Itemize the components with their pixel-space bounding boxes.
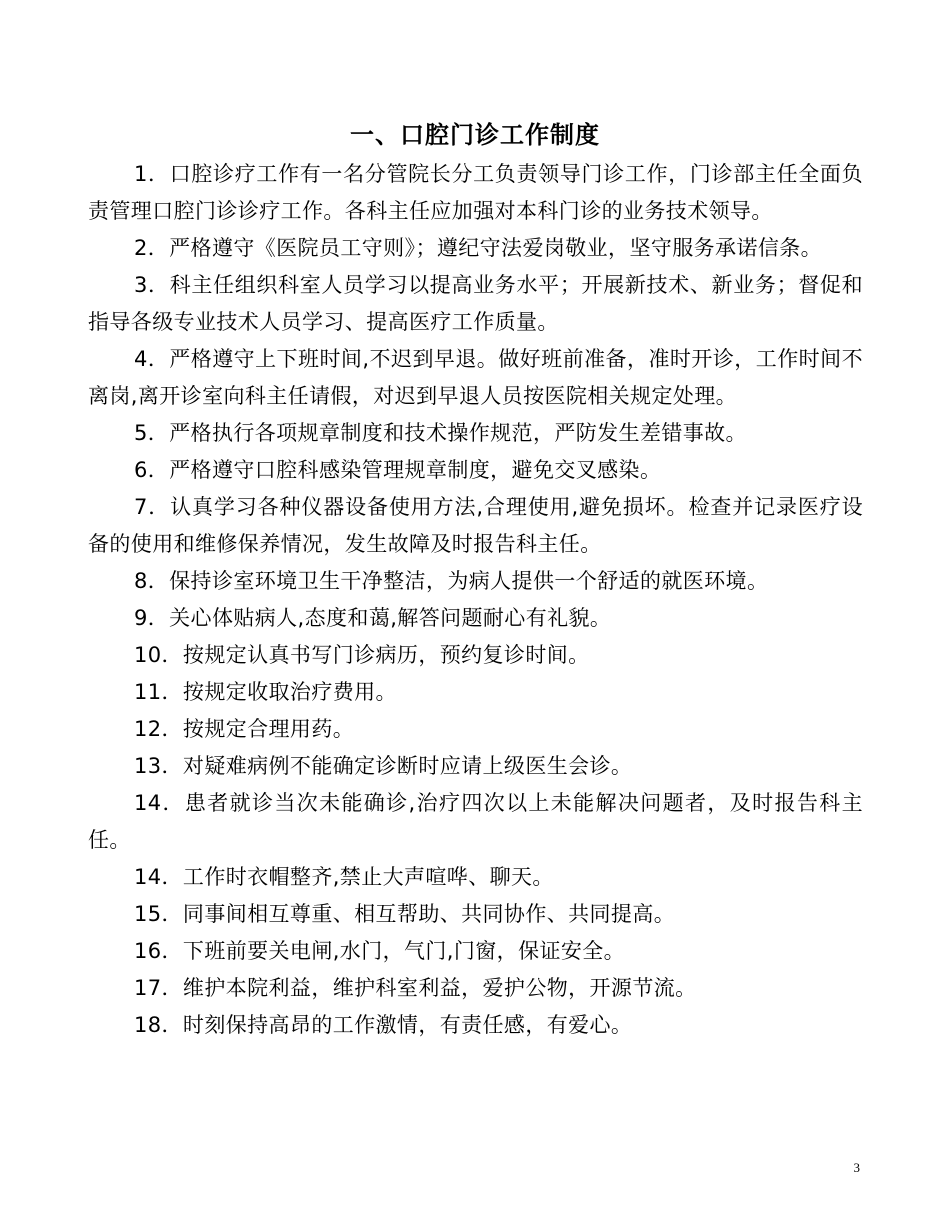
rule-paragraph-1: 1．口腔诊疗工作有一名分管院长分工负责领导门诊工作，门诊部主任全面负责管理口腔门诊诊疗工作。各科主任应加强对本科门诊的业务技术领导。: [88, 162, 863, 223]
rule-paragraph-16: 16．下班前要关电闸,水门，气门,门窗，保证安全。: [134, 939, 626, 963]
rule-paragraph-13: 13．对疑难病例不能确定诊断时应请上级医生会诊。: [134, 754, 633, 778]
rule-paragraph-14b: 14．工作时衣帽整齐,禁止大声喧哗、聊天。: [134, 865, 554, 889]
rule-paragraph-8: 8．保持诊室环境卫生干净整洁，为病人提供一个舒适的就医环境。: [134, 569, 769, 593]
rule-paragraph-18: 18．时刻保持高昂的工作激情，有责任感，有爱心。: [134, 1013, 633, 1037]
rule-paragraph-10: 10．按规定认真书写门诊病历，预约复诊时间。: [134, 643, 590, 667]
rule-paragraph-17: 17．维护本院利益，维护科室利益，爱护公物，开源节流。: [134, 976, 697, 1000]
rule-paragraph-12: 12．按规定合理用药。: [134, 717, 355, 741]
rule-paragraph-3: 3．科主任组织科室人员学习以提高业务水平；开展新技术、新业务；督促和指导各级专业技术人员学习、提高医疗工作质量。: [88, 273, 863, 334]
rule-paragraph-5: 5．严格执行各项规章制度和技术操作规范，严防发生差错事故。: [134, 421, 747, 445]
rule-paragraph-7: 7．认真学习各种仪器设备使用方法,合理使用,避免损坏。检查并记录医疗设备的使用和维修保养情况，发生故障及时报告科主任。: [88, 495, 863, 556]
rule-paragraph-14: 14．患者就诊当次未能确诊,治疗四次以上未能解决问题者，及时报告科主任。: [88, 791, 863, 852]
document-title: 一、口腔门诊工作制度: [350, 121, 600, 149]
page-number: 3: [853, 1160, 860, 1175]
rule-paragraph-2: 2．严格遵守《医院员工守则》；遵纪守法爱岗敬业，坚守服务承诺信条。: [134, 236, 823, 260]
rule-paragraph-4: 4．严格遵守上下班时间,不迟到早退。做好班前准备，准时开诊，工作时间不离岗,离开诊室向科主任请假，对迟到早退人员按医院相关规定处理。: [88, 347, 863, 408]
rule-paragraph-11: 11．按规定收取治疗费用。: [134, 680, 397, 704]
rule-paragraph-9: 9．关心体贴病人,态度和蔼,解答问题耐心有礼貌。: [134, 606, 612, 630]
rule-paragraph-15: 15．同事间相互尊重、相互帮助、共同协作、共同提高。: [134, 902, 676, 926]
rule-paragraph-6: 6．严格遵守口腔科感染管理规章制度，避免交叉感染。: [134, 458, 662, 482]
document-body: [88, 156, 863, 1044]
